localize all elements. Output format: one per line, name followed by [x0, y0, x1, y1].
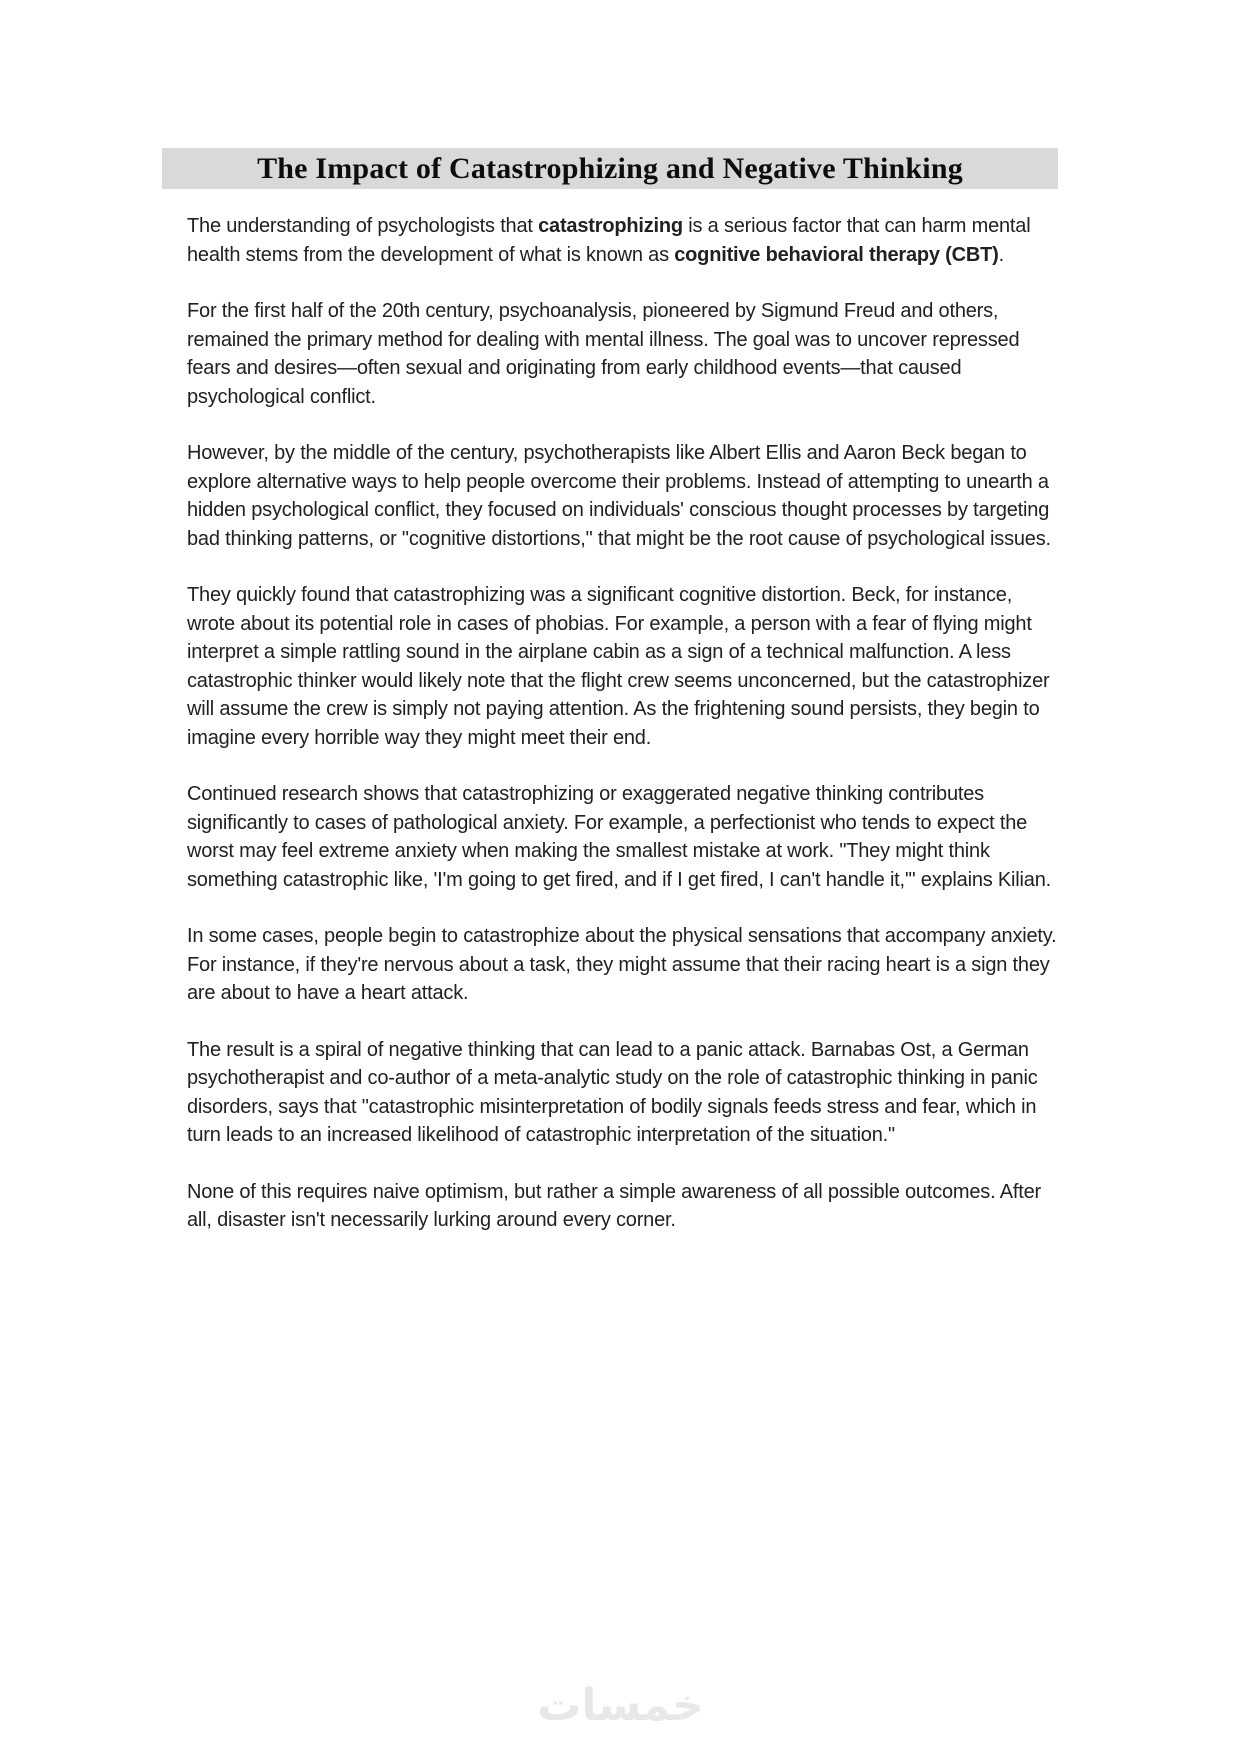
text-run: For the first half of the 20th century, psychoanalysis, pioneered by Sigmund Freud and others, remained the primary method for dealing with mental illness. The goal was to uncover repressed fears and desires—often sexual and originating from early childhood events—that caused psychological conflict. [187, 300, 1020, 408]
page-title: The Impact of Catastrophizing and Negative Thinking [257, 151, 963, 185]
text-run: In some cases, people begin to catastrophize about the physical sensations that accompany anxiety. For instance, if they're nervous about a task, they might assume that their racing heart is a sign they are about to have a heart attack. [187, 925, 1057, 1004]
paragraph-1 [187, 212, 1062, 269]
text-run: However, by the middle of the century, psychotherapists like Albert Ellis and Aaron Beck began to explore alternative ways to help people overcome their problems. Instead of attempting to unearth a hidden psychological conflict, they focused on individuals' conscious thought processes by targeting bad thinking patterns, or "cognitive distortions," that might be the root cause of psychological issues. [187, 442, 1051, 550]
paragraph-4 [187, 581, 1062, 752]
paragraph-2 [187, 297, 1062, 411]
text-run: The result is a spiral of negative thinking that can lead to a panic attack. Barnabas Ost, a German psychotherapist and co-author of a meta-analytic study on the role of catastrophic thinking in panic disorders, says that "catastrophic misinterpretation of bodily signals feeds stress and fear, which in turn leads to an increased likelihood of catastrophic interpretation of the situation." [187, 1038, 1038, 1146]
text-run: Continued research shows that catastrophizing or exaggerated negative thinking contributes significantly to cases of pathological anxiety. For example, a perfectionist who tends to expect the worst may feel extreme anxiety when making the smallest mistake at work. "They might think something catastrophic like, 'I'm going to get fired, and if I get fired, I can't handle it,'" explains Kilian. [187, 783, 1051, 891]
text-run: They quickly found that catastrophizing was a significant cognitive distortion. Beck, for instance, wrote about its potential role in cases of phobias. For example, a person with a fear of flying might interpret a simple rattling sound in the airplane cabin as a sign of a technical malfunction. A less catastrophic thinker would likely note that the flight crew seems unconcerned, but the catastrophizer will assume the crew is simply not paying attention. As the frightening sound persists, they begin to imagine every horrible way they might meet their end. [187, 584, 1050, 749]
text-run: is a serious factor that can harm mental health stems from the development of what is known as [187, 215, 1031, 266]
title-bar [162, 148, 1058, 189]
paragraph-3 [187, 439, 1062, 553]
text-run: None of this requires naive optimism, but rather a simple awareness of all possible outcomes. After all, disaster isn't necessarily lurking around every corner. [187, 1180, 1041, 1231]
khamsat-watermark: خمسات [537, 1680, 704, 1731]
paragraph-5 [187, 780, 1062, 894]
text-run: The understanding of psychologists that [187, 215, 539, 237]
text-run-bold: catastrophizing [538, 215, 683, 237]
paragraph-8 [187, 1178, 1062, 1235]
text-run: . [998, 243, 1004, 266]
text-run-bold: cognitive behavioral therapy (CBT) [674, 243, 999, 266]
paragraph-7 [187, 1036, 1062, 1150]
article-body [187, 212, 1062, 1263]
paragraph-6 [187, 922, 1062, 1008]
